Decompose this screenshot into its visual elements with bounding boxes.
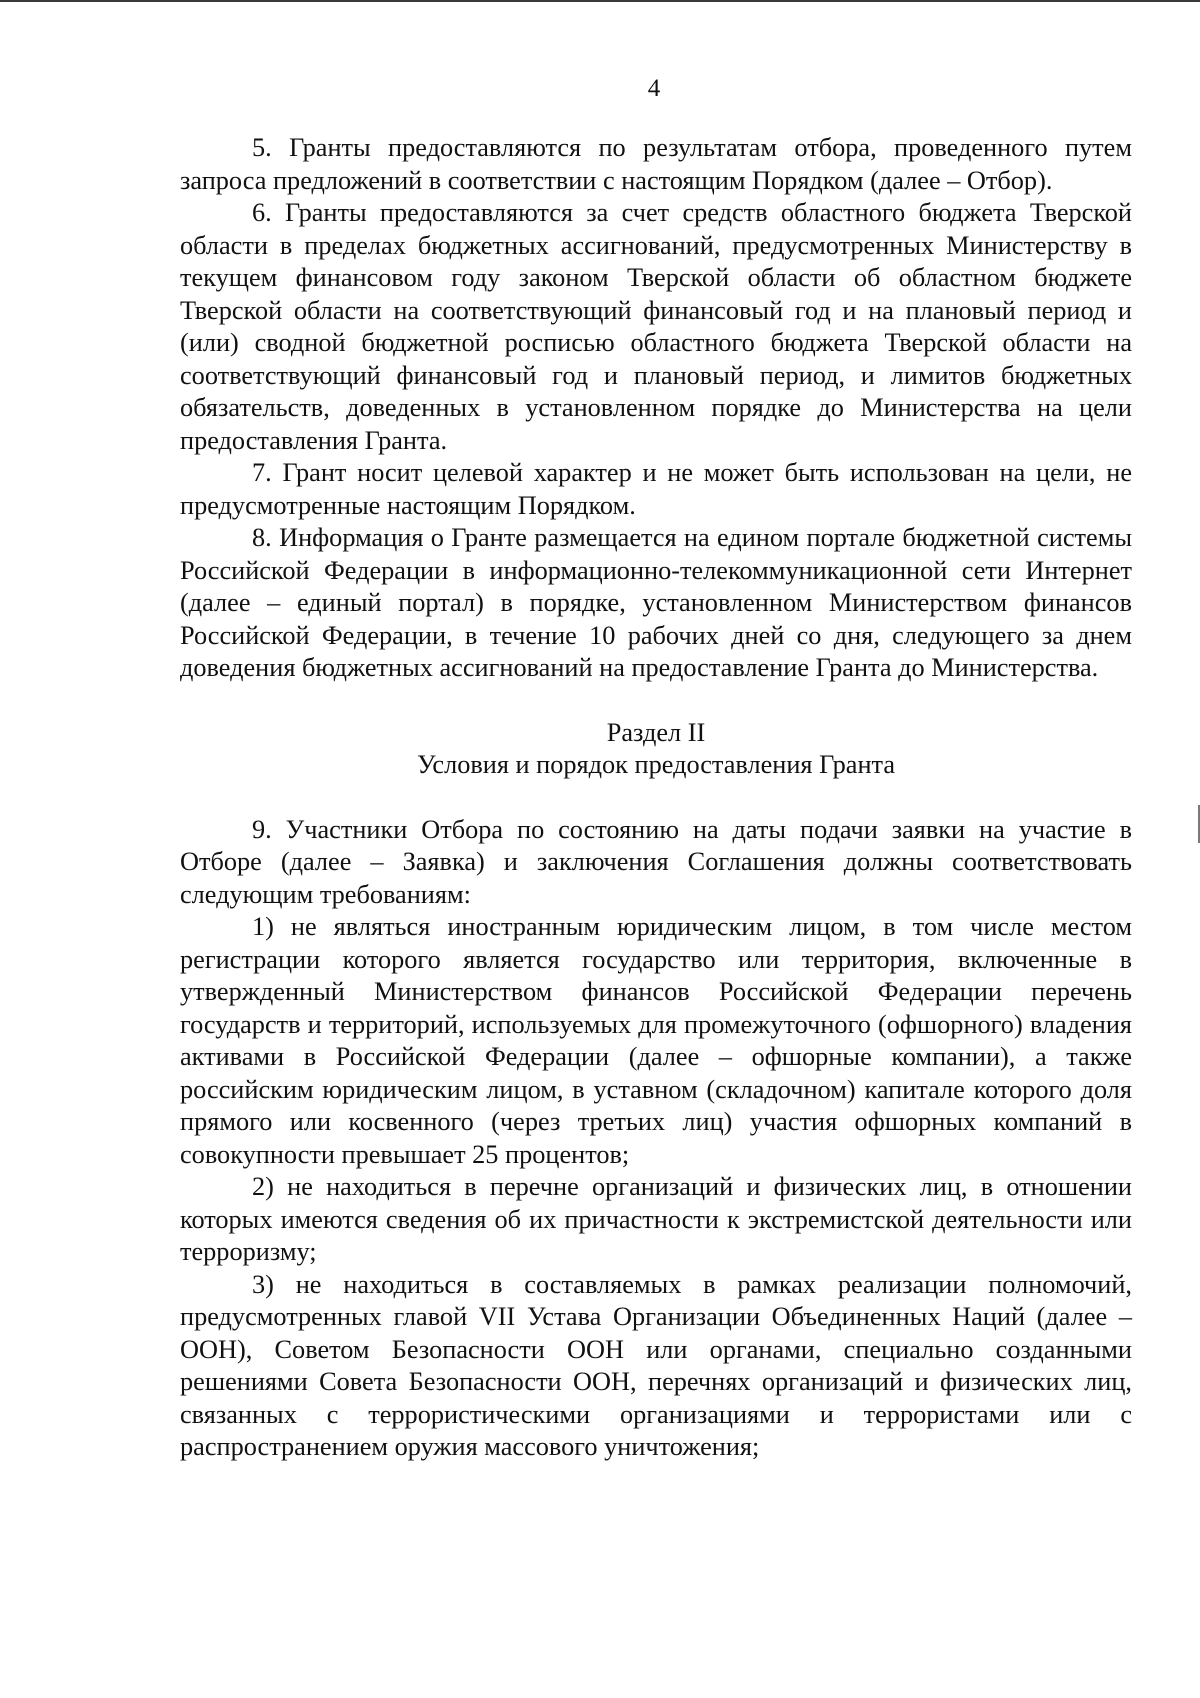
paragraph-9: 9. Участники Отбора по состоянию на даты подачи заявки на участие в Отборе (далее – Заявка) и заключения Соглашения должны соответствовать следующим требованиям: [180,814,1132,909]
paragraph-8: 8. Информация о Гранте размещается на едином портале бюджетной системы Российской Федерации в информационно-телекоммуникационной сети Интернет (далее – единый портал) в порядке, установленном Министерством финансов Российской Федерации, в течение 10 рабочих дней со дня, следующего за днем доведения бюджетных ассигнований на предоставление Гранта до Министерства. [180,523,1132,682]
requirement-3: 3) не находиться в составляемых в рамках реализации полномочий, предусмотренных главой VII Устава Организации Объединенных Наций (далее – ООН), Советом Безопасности ООН или органами, специально созданными решениями Совета Безопасности ООН, перечнях организаций и физических лиц, связанных с террористическими организациями и террористами или с распространением оружия массового уничтожения; [180,1269,1132,1461]
section-title: Условия и порядок предоставления Гранта [416,750,896,779]
page-number: 4 [647,75,661,102]
paragraph-5: 5. Гранты предоставляются по результатам отбора, проведенного путем запроса предложений в соответствии с настоящим Порядком (далее – Отбор). [180,133,1132,195]
requirement-2: 2) не находиться в перечне организаций и физических лиц, в отношении которых имеются сведения об их причастности к экстремистской деятельности или терроризму; [180,1172,1132,1266]
section-heading: Раздел II [606,717,706,747]
paragraph-6: 6. Гранты предоставляются за счет средств областного бюджета Тверской области в пределах бюджетных ассигнований, предусмотренных Министерству в текущем финансовом году законом Тверской области об областном бюджете Тверской области на соответствующий финансовый год и на плановый период и (или) сводной бюджетной росписью областного бюджета Тверской области на соответствующий финансовый год и плановый период, и лимитов бюджетных обязательств, доведенных в установленном порядке до Министерства на цели предоставления Гранта. [180,198,1132,455]
requirement-1: 1) не являться иностранным юридическим лицом, в том числе местом регистрации которого является государство или территория, включенные в утвержденный Министерством финансов Российской Федерации перечень государств и территорий, используемых для промежуточного (офшорного) владения активами в Российской Федерации (далее – офшорные компании), а также российским юридическим лицом, в уставном (складочном) капитале которого доля прямого или косвенного (через третьих лиц) участия офшорных компаний в совокупности превышает 25 процентов; [180,912,1132,1169]
document-body [180,132,1132,1464]
paragraph-7: 7. Грант носит целевой характер и не может быть использован на цели, не предусмотренные настоящим Порядком. [180,458,1132,520]
scan-border-top [0,0,1200,2]
